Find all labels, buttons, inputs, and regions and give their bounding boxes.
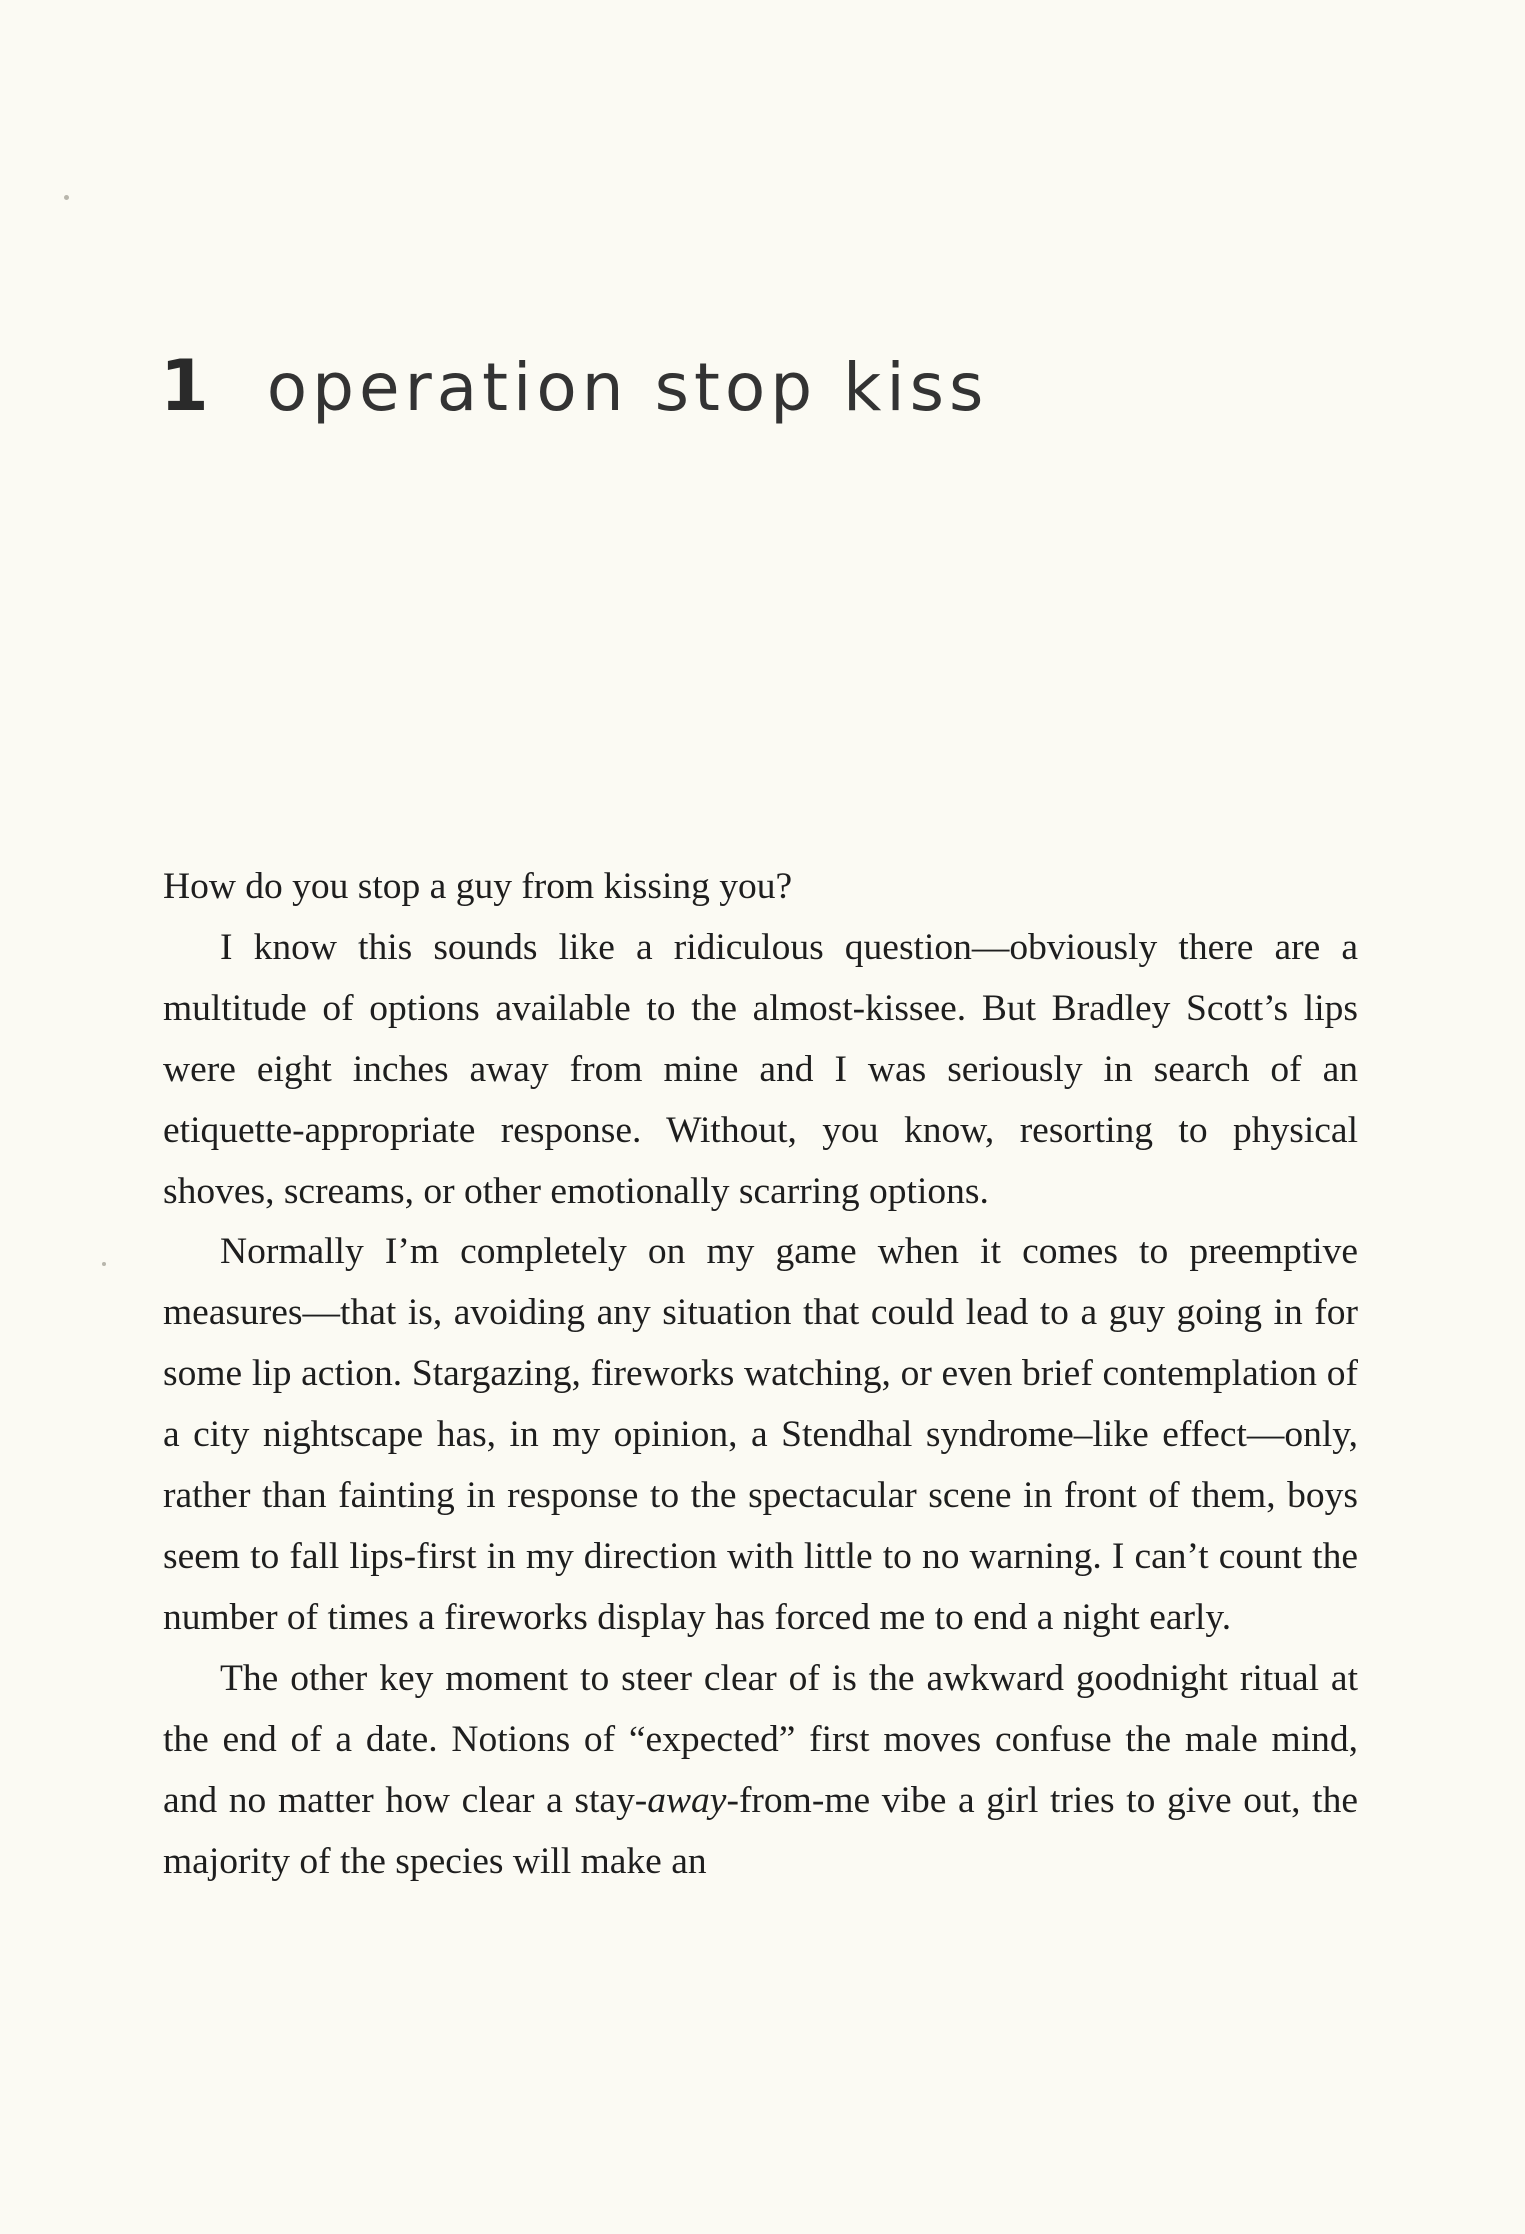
paragraph-4-text-before: The other key moment to steer clear of is the awkward goodnight ritual at the end of a date. Notions of “expected” first moves confuse the male mind, and no matter how clear a stay- (163, 1657, 1358, 1821)
chapter-heading (160, 345, 988, 445)
paper-speck (102, 1262, 106, 1266)
paragraph-4-emphasis: away (647, 1779, 727, 1821)
paper-speck (64, 195, 69, 200)
chapter-title: operation stop kiss (266, 349, 989, 426)
paragraph-2: I know this sounds like a ridiculous question—obviously there are a multitude of options available to the almost-kissee. But Bradley Scott’s lips were eight inches away from mine and I was seriously in search of an etiquette-appropriate response. Without, you know, resorting to physical shoves, screams, or other emotionally scarring options. (163, 926, 1358, 1212)
paragraph-4-text-after: -from-me vibe a girl tries to give out, the majority of the species will make an (163, 1779, 1358, 1882)
paragraph-4 (163, 1649, 1358, 1893)
paragraph-1: How do you stop a guy from kissing you? (163, 866, 793, 907)
chapter-body (163, 857, 1358, 1892)
paragraph-3: Normally I’m completely on my game when it comes to preemptive measures—that is, avoiding any situation that could lead to a guy going in for some lip action. Stargazing, fireworks watching, or even brief contemplation of a city nightscape has, in my opinion, a Stendhal syndrome–like effect—only, rather than fainting in response to the spectacular scene in front of them, boys seem to fall lips-first in my direction with little to no warning. I can’t count the number of times a fireworks display has forced me to end a night early. (163, 1231, 1358, 1638)
chapter-number: 1 (160, 345, 209, 427)
